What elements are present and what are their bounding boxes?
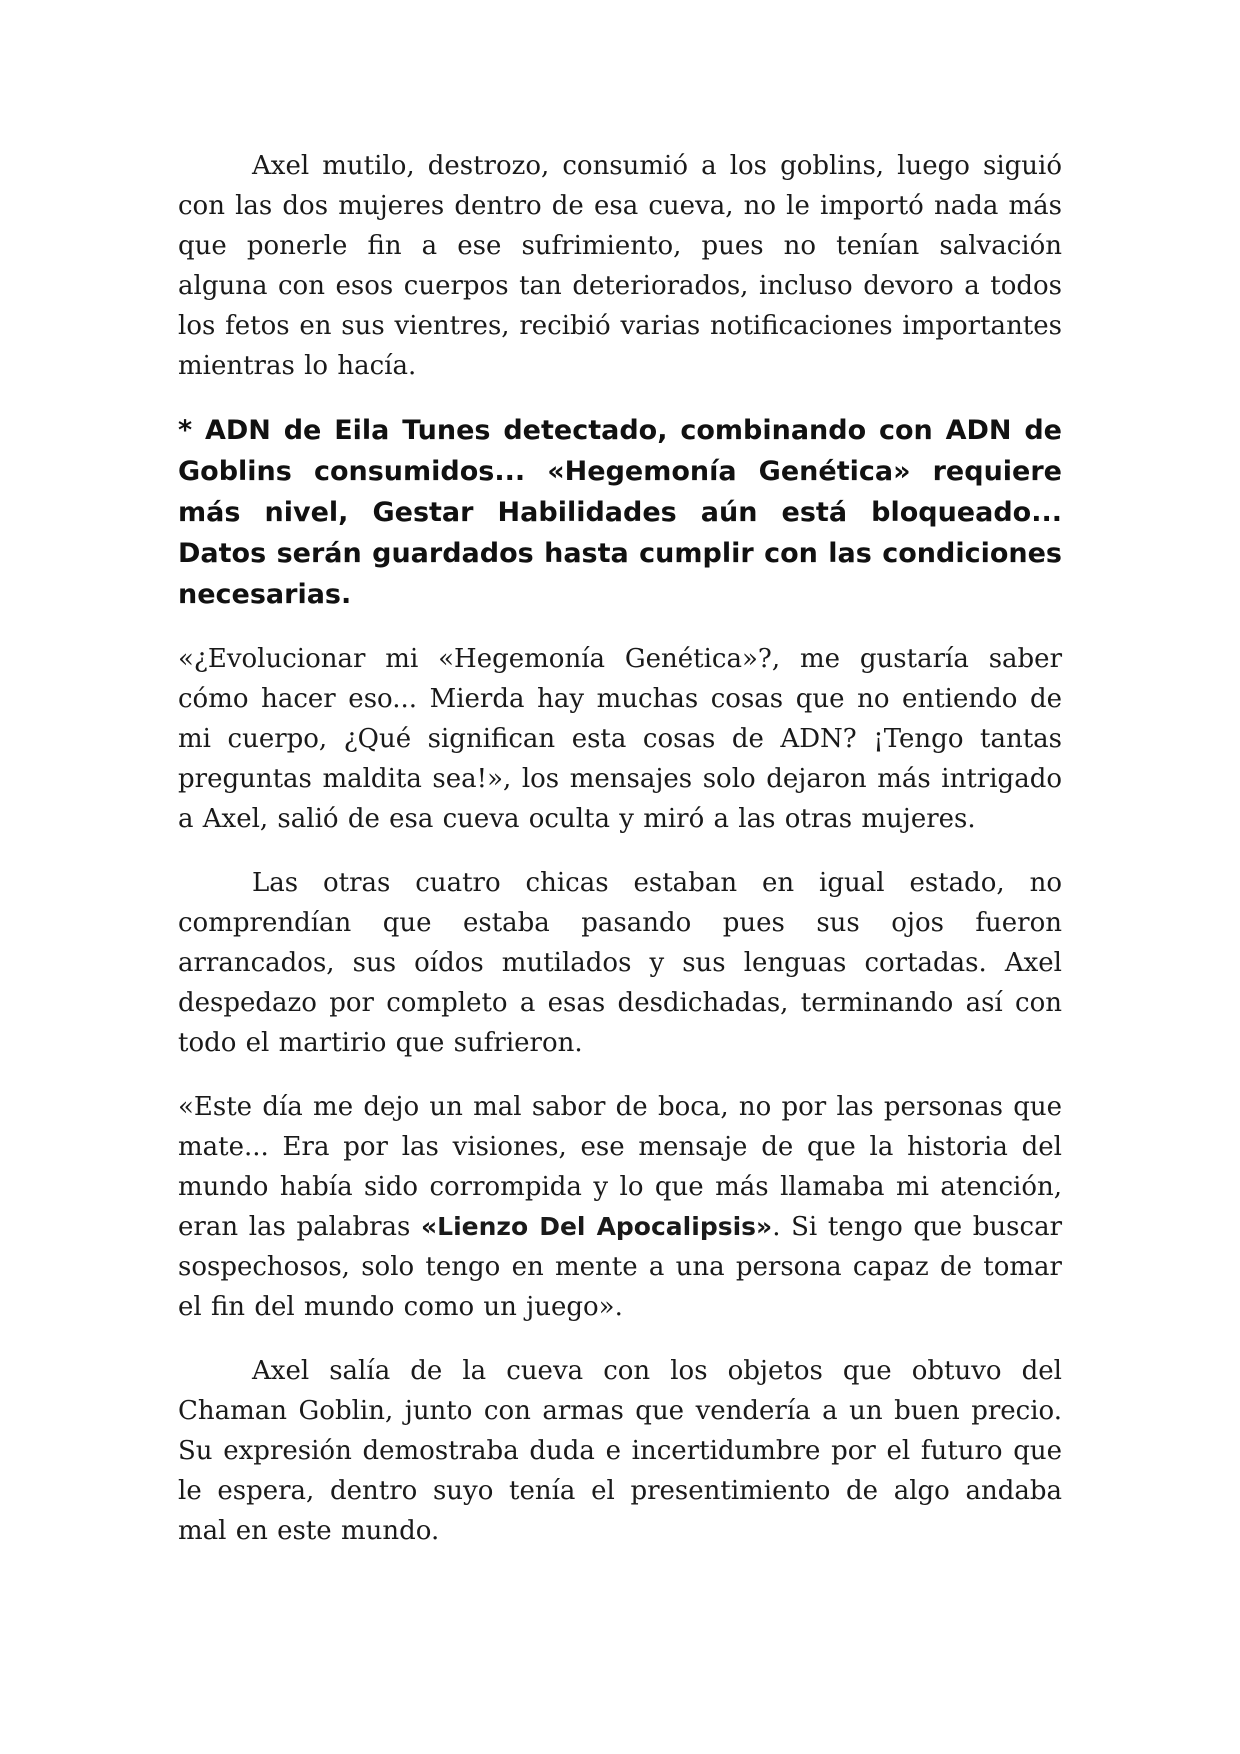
paragraph-5-before: «Este día me dejo un mal sabor de boca, no por las personas que mate... Era por las visiones, ese mensaje de que la historia del mundo había sido corrompida y lo que más llamaba mi atención, eran las palabras (178, 1092, 1062, 1242)
text-body (178, 146, 1062, 1575)
paragraph-5-bold-term: «Lienzo Del Apocalipsis» (421, 1212, 773, 1241)
paragraph-3: «¿Evolucionar mi «Hegemonía Genética»?, me gustaría saber cómo hacer eso... Mierda hay muchas cosas que no entiendo de mi cuerpo, ¿Qué significan esta cosas de ADN? ¡Tengo tantas preguntas maldita sea!», los mensajes solo dejaron más intrigado a Axel, salió de esa cueva oculta y miró a las otras mujeres. (178, 644, 1062, 834)
paragraph-4: Las otras cuatro chicas estaban en igual estado, no comprendían que estaba pasando pues sus ojos fueron arrancados, sus oídos mutilados y sus lenguas cortadas. Axel despedazo por completo a esas desdichadas, terminando así con todo el martirio que sufrieron. (178, 868, 1062, 1058)
paragraph-5-after: . Si tengo que buscar sospechosos, solo tengo en mente a una persona capaz de tomar el fin del mundo como un juego». (178, 1212, 1063, 1322)
system-notification: * ADN de Eila Tunes detectado, combinando con ADN de Goblins consumidos... «Hegemonía Genética» requiere más nivel, Gestar Habilidades aún está bloqueado... Datos serán guardados hasta cumplir con las condiciones necesarias. (178, 415, 1062, 610)
paragraph-5 (178, 1087, 1062, 1327)
paragraph-6: Axel salía de la cueva con los objetos que obtuvo del Chaman Goblin, junto con armas que vendería a un buen precio. Su expresión demostraba duda e incertidumbre por el futuro que le espera, dentro suyo tenía el presentimiento de algo andaba mal en este mundo. (178, 1356, 1062, 1546)
paragraph-1: Axel mutilo, destrozo, consumió a los goblins, luego siguió con las dos mujeres dentro de esa cueva, no le importó nada más que ponerle fin a ese sufrimiento, pues no tenían salvación alguna con esos cuerpos tan deteriorados, incluso devoro a todos los fetos en sus vientres, recibió varias notificaciones importantes mientras lo hacía. (178, 151, 1062, 381)
